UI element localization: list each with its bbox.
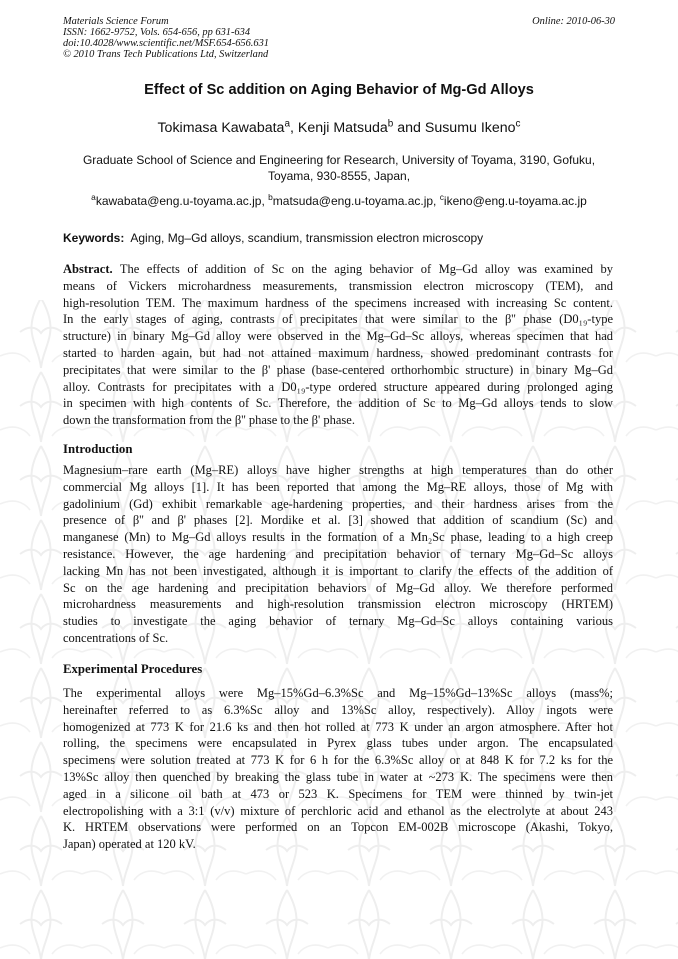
online-date: Online: 2010-06-30	[532, 16, 615, 27]
issn-line: ISSN: 1662-9752, Vols. 654-656, pp 631-634	[63, 27, 251, 38]
email-1[interactable]: kawabata@eng.u-toyama.ac.jp,	[95, 194, 269, 208]
introduction-body: Magnesium–rare earth (Mg–RE) alloys have higher strengths at high temperatures than do other commercial Mg alloys [1]. It has been reported that among the Mg–RE alloys, those of Mg with gadolinium (Gd) exhibit remarkable age-hardening properties, and their hardness arises from the presence of β'' and β' phases [2]. Mordike et al. [3] showed that addition of scandium (Sc) and manganese (Mn) to Mg–Gd alloys results in the formation of a Mn₂Sc phase, leading to a high creep resistance. However, the age hardening and precipitation behavior of ternary Mg–Gd–Sc alloys lacking Mn has not been investigated, although it is important to clarify the effects of the addition of Sc on the age hardening and precipitation behaviors of Mg–Gd alloy. We therefore performed microhardness measurements and high-resolution transmission electron microscopy (HRTEM) studies to investigate the aging behavior of ternary Mg–Gd–Sc alloys containing various concentrations of Sc.	[63, 463, 613, 645]
email-3[interactable]: ikeno@eng.u-toyama.ac.jp	[443, 194, 587, 208]
author-3: and Susumu Ikeno	[393, 120, 516, 136]
paper-title: Effect of Sc addition on Aging Behavior of Mg-Gd Alloys	[144, 82, 534, 98]
author-1: Tokimasa Kawabata	[157, 120, 285, 136]
abstract-label: Abstract.	[63, 262, 113, 276]
author-list: Tokimasa Kawabata$^a$, Kenji Matsuda$^b$ and Susumu Ikeno$^c$	[157, 118, 521, 136]
experimental-heading: Experimental Procedures	[63, 662, 203, 676]
journal-name: Materials Science Forum	[63, 16, 169, 27]
copyright-line: © 2010 Trans Tech Publications Ltd, Switzerland	[63, 49, 269, 60]
author-emails: $^a$kawabata@eng.u-toyama.ac.jp, $^b$matsuda@eng.u-toyama.ac.jp, $^c$ikeno@eng.u-toyama.ac.jp	[91, 192, 587, 208]
affiliation: Graduate School of Science and Engineering for Research, University of Toyama, 3190, Gofuku, Toyama, 930-8555, Japan,	[82, 153, 596, 183]
keywords-label: Keywords:	[63, 231, 125, 245]
journal-meta	[63, 16, 269, 60]
keywords-text: Aging, Mg–Gd alloys, scandium, transmission electron microscopy	[130, 231, 484, 245]
author-2: , Kenji Matsuda	[289, 120, 388, 136]
doi-line: doi:10.4028/www.scientific.net/MSF.654-656.631	[63, 38, 269, 49]
introduction-heading: Introduction	[63, 442, 133, 456]
abstract: Abstract. The effects of addition of Sc on the aging behavior of Mg–Gd alloy was examined by means of Vickers microhardness measurements, transmission electron microscopy (TEM), and high-resolution TEM. The maximum hardness of the specimens increased with increasing Sc content. In the early stages of aging, contrasts of precipitates that were similar to the β'' phase (D0₁₉-type structure) in binary Mg–Gd alloy were observed in the Mg–Gd–Sc alloys, whereas specimen that had started to harden again, but had not attained maximum hardness, showed predominant contrasts for precipitates that were similar to the β' phase (base-centered orthorhombic structure) in binary Mg–Gd alloy. Contrasts for precipitates with a D0₁₉-type ordered structure appeared during prolonged aging in specimen with high contents of Sc. Therefore, the addition of Sc to Mg–Gd alloys tends to slow down the transformation from the β'' phase to the β' phase.	[63, 262, 613, 428]
keywords	[63, 231, 483, 245]
email-2[interactable]: matsuda@eng.u-toyama.ac.jp,	[272, 194, 440, 208]
experimental-body: The experimental alloys were Mg–15%Gd–6.3%Sc and Mg–15%Gd–13%Sc alloys (mass%; hereinafter referred to as 6.3%Sc alloy and 13%Sc alloy, respectively). Alloy ingots were homogenized at 773 K for 21.6 ks and then hot rolled at 773 K under an argon atmosphere. After hot rolling, the specimens were encapsulated in Pyrex glass tubes under argon. The encapsulated specimens were solution treated at 773 K for 6 h for the 6.3%Sc alloy or at 848 K for 7.2 ks for the 13%Sc alloy then quenched by breaking the glass tube in water at ~273 K. The specimens were then aged in a silicone oil bath at 473 or 523 K. Specimens for TEM were thinned by twin-jet electropolishing with a 3:1 (v/v) mixture of perchloric acid and ethanol as the electrolyte at about 243 K. HRTEM observations were performed on an Topcon EM-002B microscope (Akashi, Tokyo, Japan) operated at 120 kV.	[63, 686, 613, 852]
